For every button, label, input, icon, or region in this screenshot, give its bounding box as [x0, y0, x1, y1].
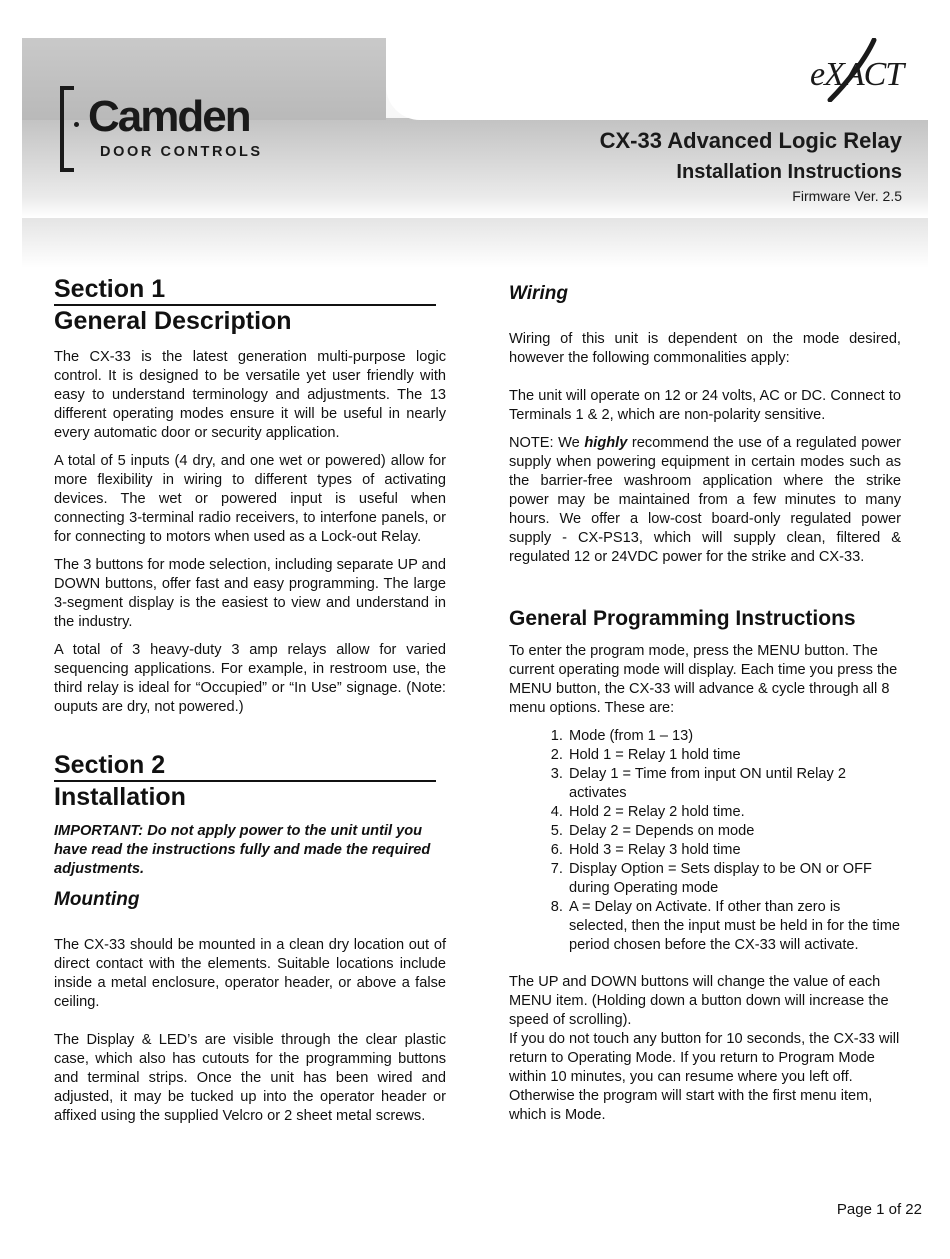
- menu-options-list: [509, 727, 901, 955]
- left-column: [54, 274, 446, 1135]
- section-1-title: General Description: [54, 307, 292, 335]
- paragraph: To enter the program mode, press the MENU button. The current operating mode will display. Each time you press the MENU button, the CX-33 will advance & cycle through all 8 menu options. These are:: [509, 643, 898, 716]
- important-notice: IMPORTANT: Do not apply power to the unit until you have read the instructions fully and made the required adjustments.: [54, 823, 431, 877]
- note-rest: recommend the use of a regulated power supply when powering equipment in certain modes such as the barrier-free washroom application where the strike power may be maintained from a few minutes to many hours. We offer a low-cost board-only regulated power supply - CX-PS13, which will supply clean, filtered & regulated 12 or 24VDC power for the strike and CX-33.: [509, 435, 901, 565]
- section-1-label: Section 1: [54, 274, 436, 306]
- section-2-label: Section 2: [54, 750, 436, 782]
- list-item: 7. Display Option = Sets display to be ON or OFF during Operating mode: [567, 860, 901, 898]
- right-column: [509, 282, 901, 1134]
- document-title: CX-33 Advanced Logic Relay: [599, 128, 902, 153]
- exact-logo: [808, 38, 904, 102]
- document-subtitle: Installation Instructions: [676, 161, 902, 183]
- paragraph: The unit will operate on 12 or 24 volts, AC or DC. Connect to Terminals 1 & 2, which are non-polarity sensitive.: [509, 388, 901, 423]
- list-item: 2. Hold 1 = Relay 1 hold time: [567, 746, 901, 765]
- paragraph: The 3 buttons for mode selection, including separate UP and DOWN buttons, offer fast and easy programming. The large 3-segment display is the easiest to view and understand in the industry.: [54, 557, 446, 630]
- note-paragraph: [509, 434, 901, 567]
- firmware-version: Firmware Ver. 2.5: [792, 188, 902, 204]
- logo-bracket: [60, 86, 74, 172]
- section-2-title: Installation: [54, 783, 186, 811]
- list-item: 6. Hold 3 = Relay 3 hold time: [567, 841, 901, 860]
- list-item: 1. Mode (from 1 – 13): [567, 727, 901, 746]
- page-number: Page 1 of 22: [836, 1201, 922, 1218]
- note-emphasis: highly: [584, 435, 628, 451]
- section-2-heading: [54, 750, 446, 812]
- list-item: 5. Delay 2 = Depends on mode: [567, 822, 901, 841]
- wiring-heading: Wiring: [509, 283, 568, 304]
- paragraph: A total of 5 inputs (4 dry, and one wet or powered) allow for more flexibility in wiring to different types of activating devices. The wet or powered input is useful when connecting 3-terminal radio receivers, to interfone panels, or for connecting to motors when used as a Lock-out Relay.: [54, 453, 446, 545]
- camden-logo: [60, 86, 320, 172]
- paragraph: The Display & LED’s are visible through the clear plastic case, which also has cutouts for the programming buttons and terminal strips. Once the unit has been wired and adjusted, it may be tucked up into the operator header or affixed using the supplied Velcro or 2 sheet metal screws.: [54, 1032, 446, 1124]
- paragraph: The UP and DOWN buttons will change the value of each MENU item. (Holding down a button down will increase the speed of scrolling).: [509, 974, 889, 1028]
- paragraph: The CX-33 is the latest generation multi-purpose logic control. It is designed to be versatile yet user friendly with easy to understand terminology and adjustments. The 13 different operating modes ensure it will be useful in nearly every automatic door or security application.: [54, 349, 446, 441]
- list-item: 8. A = Delay on Activate. If other than zero is selected, then the input must be held in for the time period chosen before the CX-33 will activate.: [567, 898, 901, 955]
- list-item: 4. Hold 2 = Relay 2 hold time.: [567, 803, 901, 822]
- list-item: 3. Delay 1 = Time from input ON until Relay 2 activates: [567, 765, 901, 803]
- brand-text: eXACT: [810, 56, 904, 93]
- paragraph: The CX-33 should be mounted in a clean dry location out of direct contact with the elements. Suitable locations include inside a metal enclosure, operator header, or above a false ceiling.: [54, 937, 446, 1010]
- paragraph: If you do not touch any button for 10 seconds, the CX-33 will return to Operating Mode. If you return to Program Mode within 10 minutes, you can resume where you left off. Otherwise the program will start with the first menu item, which is Mode.: [509, 1031, 900, 1123]
- section-1-heading: [54, 274, 446, 336]
- paragraph: A total of 3 heavy-duty 3 amp relays allow for varied sequencing applications. For example, in restroom use, the third relay is ideal for “Occupied” or “In Use” signage. (Note: ouputs are dry, not powered.): [54, 642, 446, 715]
- logo-name: Camden: [88, 92, 250, 141]
- logo-subtitle: DOOR CONTROLS: [100, 144, 263, 160]
- paragraph: Wiring of this unit is dependent on the mode desired, however the following commonalities apply:: [509, 331, 901, 366]
- programming-heading: General Programming Instructions: [509, 607, 856, 630]
- logo-dot: [74, 122, 79, 127]
- note-prefix: NOTE: We: [509, 435, 585, 451]
- mounting-heading: Mounting: [54, 889, 140, 910]
